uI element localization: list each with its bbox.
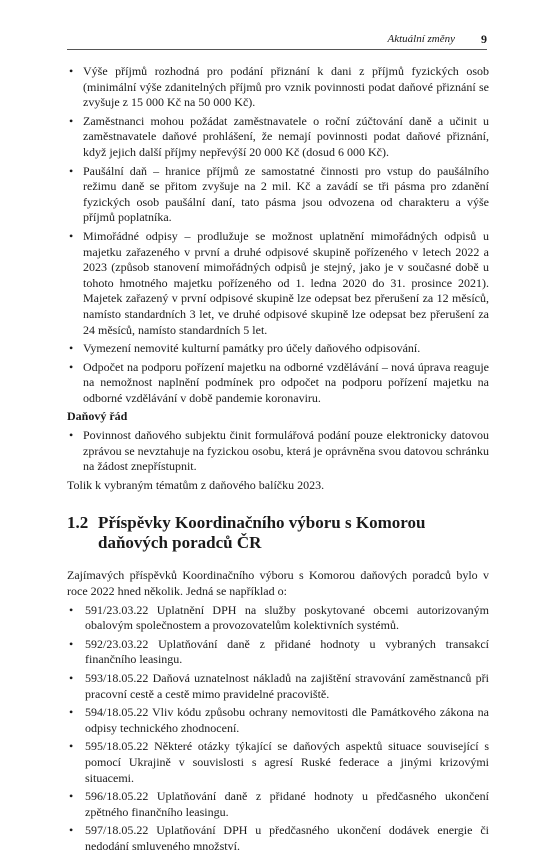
- list-item: [67, 64, 489, 111]
- list-item-text: 596/18.05.22 Uplatňování daně z přidané hodnoty u předčasného ukončení zpětného finančního leasingu.: [85, 789, 489, 819]
- list-item-text: Výše příjmů rozhodná pro podání přiznání k dani z příjmů fyzických osob (minimální výše zdanitelných příjmů pro vznik povinnosti podat daňové přiznání se zvyšuje z 15 000 Kč na 50 000 Kč).: [83, 64, 489, 110]
- list-item: [67, 739, 489, 786]
- list-item: [67, 341, 489, 357]
- closing-paragraph: Tolik k vybraným tématům z daňového balíčku 2023.: [67, 477, 325, 492]
- section-title: Příspěvky Koordinačního výboru s Komorou daňových poradců ČR: [98, 513, 426, 553]
- list-item: [67, 671, 489, 702]
- list-item-text: 594/18.05.22 Vliv kódu způsobu ochrany nemovitosti dle Památkového zákona na odpisy technického zhodnocení.: [85, 705, 489, 735]
- section-number: 1.2: [67, 513, 89, 533]
- tax-code-list: [67, 428, 489, 475]
- subheading-danovy-rad: Daňový řád: [67, 409, 128, 424]
- list-item-text: Vymezení nemovité kulturní památky pro účely daňového odpisování.: [83, 341, 421, 356]
- list-item-text: Mimořádné odpisy – prodlužuje se možnost uplatnění mimořádných odpisů u majetku zařazeného v první a druhé odpisové skupině pořízeného v letech 2022 a 2023 (způsob stanovení mimořádných odpisů je stejný, jako je v současné době u tohoto hmotného majetku pořízeného od 1. ledna 2020 do 31. prosince 2021). Majetek zařazený v první odpisové skupině lze odepsat bez přerušení za 12 měsíců, namísto standardních 3 let, ve druhé odpisové skupině lze odepsat bez přerušení za 24 měsíců, namísto standardních 5 let.: [83, 228, 489, 337]
- list-item: [67, 603, 489, 634]
- page-number: 9: [481, 32, 487, 46]
- running-header: [67, 32, 487, 50]
- list-item: [67, 229, 489, 338]
- header-rule: [67, 49, 487, 50]
- list-item: [67, 637, 489, 668]
- bullet-icon: •: [69, 636, 74, 651]
- committee-contributions-list: [67, 603, 489, 855]
- bullet-icon: •: [69, 228, 74, 243]
- bullet-icon: •: [69, 113, 74, 128]
- list-item: [67, 164, 489, 226]
- bullet-icon: •: [69, 823, 74, 838]
- bullet-icon: •: [69, 705, 74, 720]
- bullet-icon: •: [69, 359, 74, 374]
- bullet-icon: •: [69, 602, 74, 617]
- bullet-icon: •: [69, 163, 74, 178]
- list-item-text: Povinnost daňového subjektu činit formulářová podání pouze elektronicky datovou zprávou se nevztahuje na fyzickou osobu, která je oprávněna svou datovou schránku na žádost znepřístupnit.: [83, 428, 489, 474]
- list-item-text: 592/23.03.22 Uplatňování daně z přidané hodnoty u vybraných transakcí finančního leasingu.: [85, 636, 489, 667]
- list-item-text: 593/18.05.22 Daňová uznatelnost nákladů na zajištění stravování zaměstnanců při pracovní cestě a cestě mimo pravidelné pracoviště.: [85, 671, 489, 701]
- list-item-text: 591/23.03.22 Uplatnění DPH na služby poskytované obcemi autorizovaným obalovým společnostem a provozovatelům kolektivních systémů.: [85, 602, 489, 633]
- bullet-icon: •: [69, 789, 74, 804]
- list-item-text: Zaměstnanci mohou požádat zaměstnavatele o roční zúčtování daně a učinit u zaměstnavatele daňové prohlášení, že nemají povinnosti podat daňové přiznání, když jejich další příjmy nepřevýší 20 000 Kč (dosud 6 000 Kč).: [83, 113, 489, 159]
- section-heading: [67, 513, 489, 553]
- bullet-icon: •: [69, 341, 74, 356]
- list-item-text: Paušální daň – hranice příjmů ze samostatné činnosti pro vstup do paušálního režimu daně se přitom zvyšuje na 2 mil. Kč a zavádí se tři pásma pro zdanění fyzických osob paušální daní, tato pásma jsou odvozena od charakteru a výše příjmů poplatníka.: [83, 163, 489, 225]
- list-item: [67, 789, 489, 820]
- list-item: [67, 705, 489, 736]
- list-item: [67, 360, 489, 407]
- list-item: [67, 114, 489, 161]
- page-body: [67, 64, 489, 858]
- tax-changes-list: [67, 64, 489, 406]
- section-intro: Zajímavých příspěvků Koordinačního výboru s Komorou daňových poradců bylo v roce 2022 hned několik. Jedná se například o:: [67, 568, 489, 599]
- list-item-text: 597/18.05.22 Uplatňování DPH u předčasného ukončení dodávek energie či nedodání smluveného množství.: [85, 823, 489, 853]
- list-item-text: 595/18.05.22 Některé otázky týkající se daňových aspektů situace související s pomocí Ukrajině v souvislosti s agresí Ruské federace a jinými krizovými situacemi.: [85, 739, 489, 785]
- list-item: [67, 823, 489, 854]
- bullet-icon: •: [69, 739, 74, 754]
- bullet-icon: •: [69, 64, 74, 78]
- bullet-icon: •: [69, 428, 74, 443]
- list-item-text: Odpočet na podporu pořízení majetku na odborné vzdělávání – nová úprava reaguje na nemožnost naplnění podmínek pro odpočet na podporu pořízení majetku na odborné vzdělávání v době pandemie koronaviru.: [83, 359, 489, 405]
- list-item: [67, 428, 489, 475]
- running-header-title: Aktuální změny: [387, 33, 455, 45]
- bullet-icon: •: [69, 671, 74, 685]
